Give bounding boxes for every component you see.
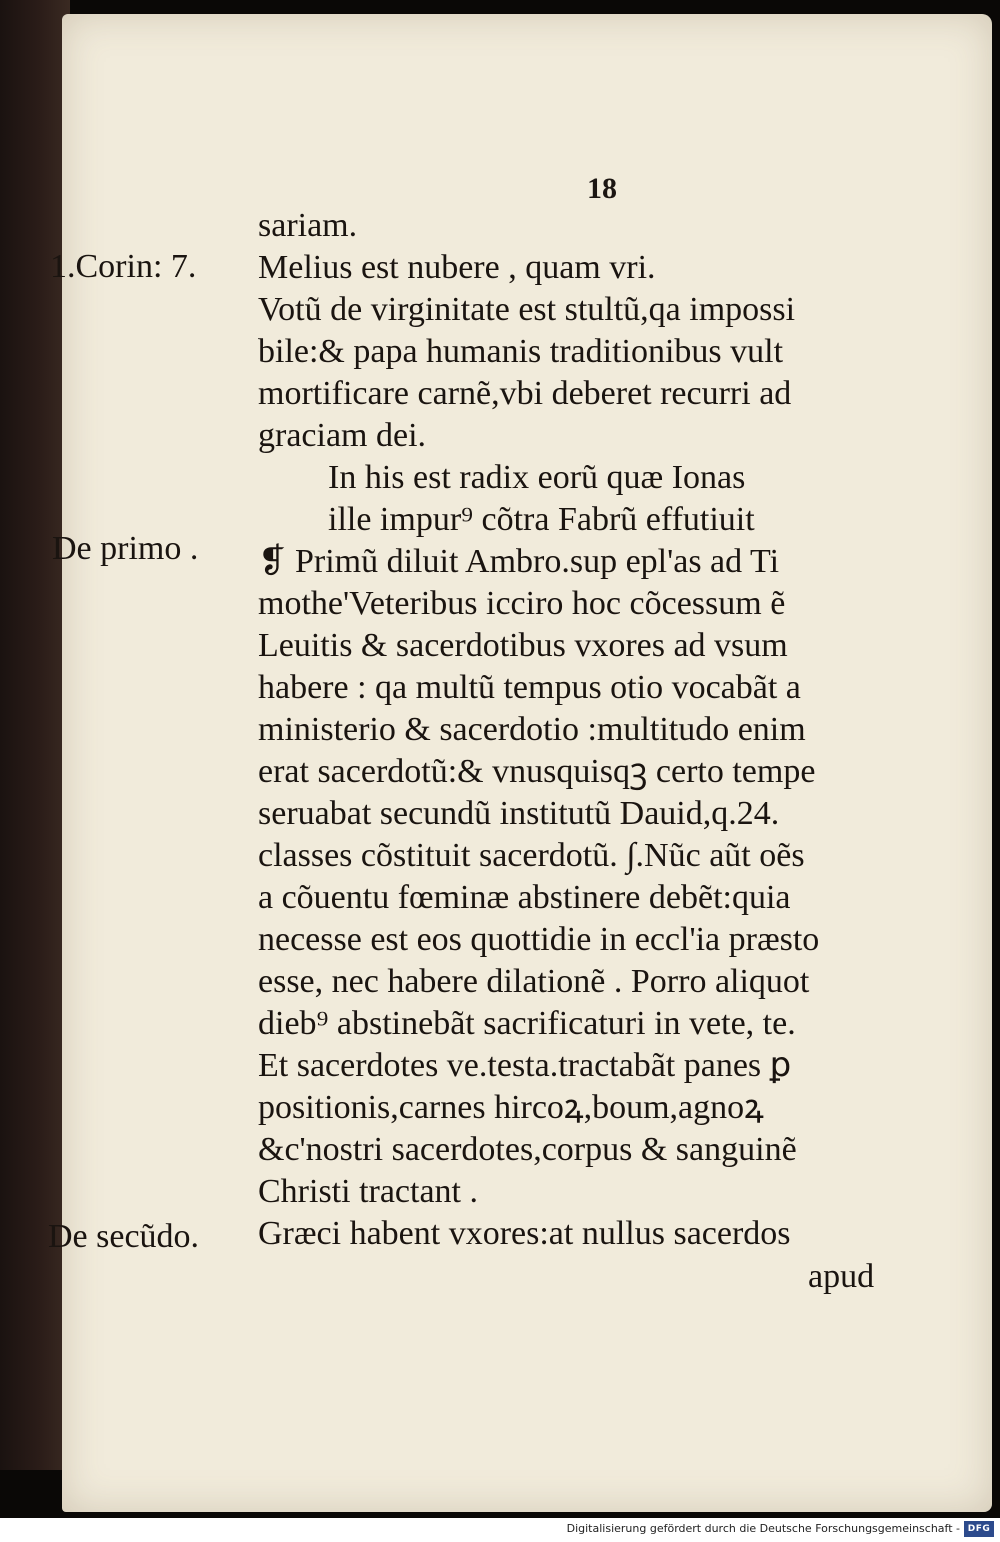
text-line: dieb⁹ abstinebãt sacrificaturi in vete, te.	[258, 1005, 796, 1042]
text-line: Christi tractant .	[258, 1173, 479, 1210]
text-line: Votũ de virginitate est stultũ,qa impossi	[258, 291, 796, 328]
text-line: erat sacerdotũ:& vnusquisqꝫ certo tempe	[258, 753, 816, 790]
text-line: ❡ Primũ diluit Ambro.sup epl'as ad Ti	[258, 543, 780, 580]
text-line: mothe'Veteribus icciro hoc cõcessum ẽ	[258, 585, 786, 622]
text-line: ille impur⁹ cõtra Fabrũ effutiuit	[328, 501, 755, 538]
text-line: classes cõstituit sacerdotũ. ∫.Nũc aũt oẽs	[258, 837, 805, 874]
text-line: seruabat secundũ institutũ Dauid,q.24.	[258, 795, 780, 832]
text-line: &c'nostri sacerdotes,corpus & sanguinẽ	[258, 1131, 797, 1168]
dfg-logo-icon: DFG	[964, 1521, 994, 1537]
text-line: mortificare carnẽ,vbi deberet recurri ad	[258, 375, 792, 412]
text-line: esse, nec habere dilationẽ . Porro aliquot	[258, 963, 810, 1000]
text-line: Et sacerdotes ve.testa.tractabãt panes ꝑ	[258, 1047, 792, 1084]
text-line: habere : qa multũ tempus otio vocabãt a	[258, 669, 801, 706]
page-number: 18	[587, 172, 617, 205]
text-line: Melius est nubere , quam vri.	[258, 249, 656, 286]
text-line: sariam.	[258, 207, 358, 244]
text-line: bile:& papa humanis traditionibus vult	[258, 333, 784, 370]
catchword: apud	[808, 1258, 875, 1295]
text-line: necesse est eos quottidie in eccl'ia præsto	[258, 921, 820, 958]
footer-credit: Digitalisierung gefördert durch die Deutsche Forschungsgemeinschaft -	[566, 1522, 960, 1535]
margin-note-de-primo: De primo .	[52, 530, 199, 567]
text-line: Leuitis & sacerdotibus vxores ad vsum	[258, 627, 788, 664]
margin-note-de-secundo: De secũdo.	[48, 1218, 200, 1255]
text-line: a cõuentu fœminæ abstinere debẽt:quia	[258, 879, 791, 916]
text-line: In his est radix eorũ quæ Ionas	[328, 459, 746, 496]
margin-note-corinthians: 1.Corin: 7.	[50, 248, 197, 285]
footer-bar	[0, 1518, 1000, 1542]
text-line: graciam dei.	[258, 417, 427, 454]
text-line: positionis,carnes hircoꝝ,boum,agnoꝝ	[258, 1089, 764, 1126]
text-line: ministerio & sacerdotio :multitudo enim	[258, 711, 806, 748]
text-line: Græci habent vxores:at nullus sacerdos	[258, 1215, 791, 1252]
